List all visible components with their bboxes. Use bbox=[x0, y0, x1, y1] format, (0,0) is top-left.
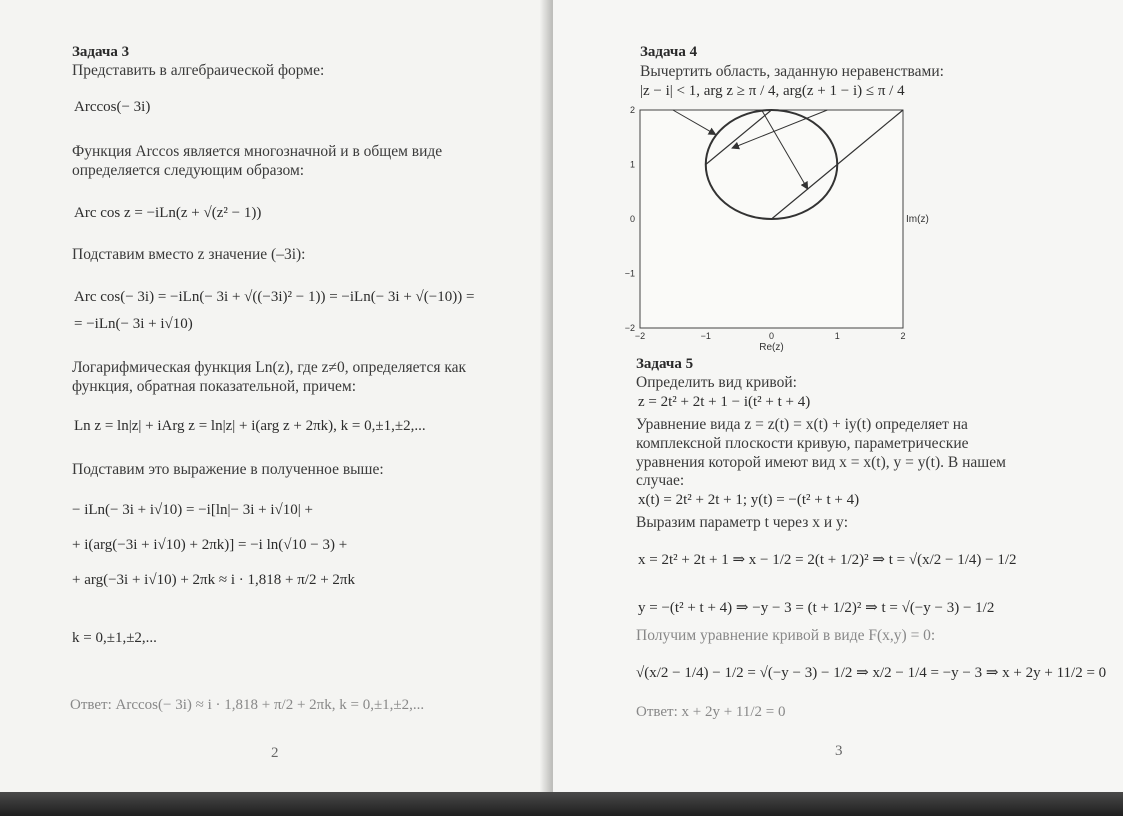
region-plot bbox=[623, 103, 953, 358]
result-line3: + arg(−3i + i√10) + 2πk ≈ i · 1,818 + π/2 + 2πk bbox=[72, 572, 355, 588]
task4-statement: Вычертить область, заданную неравенствами: bbox=[640, 63, 944, 80]
task5-answer: Ответ: x + 2y + 11/2 = 0 bbox=[636, 704, 786, 720]
x-tick-label: −1 bbox=[700, 331, 711, 341]
x-tick-label: 2 bbox=[900, 331, 906, 341]
y-tick-label: −2 bbox=[624, 323, 635, 333]
x-tick-label: 1 bbox=[834, 331, 840, 341]
y-tick-label: 1 bbox=[629, 159, 635, 170]
result-line2: + i(arg(−3i + i√10) + 2πk)] = −i ln(√10 − 3) + bbox=[72, 537, 348, 553]
y-axis-label: Im(z) bbox=[906, 214, 929, 225]
p1-line2: определяется следующим образом: bbox=[72, 162, 305, 179]
x-axis-label: Re(z) bbox=[759, 342, 784, 353]
task3-expression: Arccos(− 3i) bbox=[74, 99, 151, 115]
y-tick-label: −1 bbox=[624, 268, 635, 279]
p2-text: Подставим вместо z значение (–3i): bbox=[72, 246, 306, 263]
calc-line2: = −iLn(− 3i + i√10) bbox=[74, 316, 193, 332]
task3-statement: Представить в алгебраической форме: bbox=[72, 62, 325, 79]
p3-line1: Логарифмическая функция Ln(z), где z≠0, определяется как bbox=[72, 359, 467, 376]
task5-statement: Определить вид кривой: bbox=[636, 374, 797, 391]
task5-title: Задача 5 bbox=[636, 356, 694, 372]
page-number-left: 2 bbox=[271, 745, 279, 761]
exp1-line1: Уравнение вида z = z(t) = x(t) + iy(t) определяет на bbox=[636, 416, 968, 433]
page-number-right: 3 bbox=[835, 743, 843, 759]
final-equation: √(x/2 − 1/4) − 1/2 = √(−y − 3) − 1/2 ⇒ x/2 − 1/4 = −y − 3 ⇒ x + 2y + 11/2 = 0 bbox=[636, 665, 1107, 681]
x-tick-label: −2 bbox=[634, 331, 646, 341]
param-equations: x(t) = 2t² + 2t + 1; y(t) = −(t² + t + 4) bbox=[638, 492, 860, 508]
exp1-line3: уравнения которой имеют вид x = x(t), y = y(t). В нашем bbox=[636, 454, 1006, 471]
y-tick-label: 2 bbox=[629, 105, 635, 115]
left-page bbox=[0, 0, 548, 792]
p1-line1: Функция Arccos является многозначной и в общем виде bbox=[72, 143, 443, 160]
task5-curve: z = 2t² + 2t + 1 − i(t² + t + 4) bbox=[638, 394, 811, 410]
right-page bbox=[553, 0, 1123, 792]
exp3-text: Получим уравнение кривой в виде F(x,y) = 0: bbox=[636, 627, 936, 644]
p4-text: Подставим это выражение в полученное выше: bbox=[72, 461, 384, 478]
ln-formula: Ln z = ln|z| + iArg z = ln|z| + i(arg z + 2πk), k = 0,±1,±2,... bbox=[74, 418, 426, 434]
x-tick-label: 0 bbox=[768, 331, 775, 341]
task3-answer: Ответ: Arccos(− 3i) ≈ i · 1,818 + π/2 + 2πk, k = 0,±1,±2,... bbox=[70, 697, 425, 713]
y-of-t: y = −(t² + t + 4) ⇒ −y − 3 = (t + 1/2)² ⇒ t = √(−y − 3) − 1/2 bbox=[638, 600, 995, 616]
exp1-line4: случае: bbox=[636, 472, 685, 489]
y-tick-label: 0 bbox=[629, 214, 635, 224]
exp1-line2: комплексной плоскости кривую, параметрические bbox=[636, 435, 969, 452]
task3-title: Задача 3 bbox=[72, 44, 130, 60]
task4-title: Задача 4 bbox=[640, 44, 698, 60]
result-line1: − iLn(− 3i + i√10) = −i[ln|− 3i + i√10| + bbox=[72, 502, 313, 518]
calc-line1: Arc cos(− 3i) = −iLn(− 3i + √((−3i)² − 1)) = −iLn(− 3i + √(−10)) = bbox=[74, 289, 475, 305]
task4-inequalities: |z − i| < 1, arg z ≥ π / 4, arg(z + 1 − i) ≤ π / 4 bbox=[640, 83, 905, 99]
scanner-edge bbox=[0, 792, 1123, 816]
exp2-text: Выразим параметр t через x и y: bbox=[636, 514, 849, 531]
def-formula: Arc cos z = −iLn(z + √(z² − 1)) bbox=[74, 205, 262, 221]
p3-line2: функция, обратная показательной, причем: bbox=[72, 378, 357, 395]
x-of-t: x = 2t² + 2t + 1 ⇒ x − 1/2 = 2(t + 1/2)² ⇒ t = √(x/2 − 1/4) − 1/2 bbox=[638, 552, 1017, 568]
k-values: k = 0,±1,±2,... bbox=[72, 630, 157, 646]
